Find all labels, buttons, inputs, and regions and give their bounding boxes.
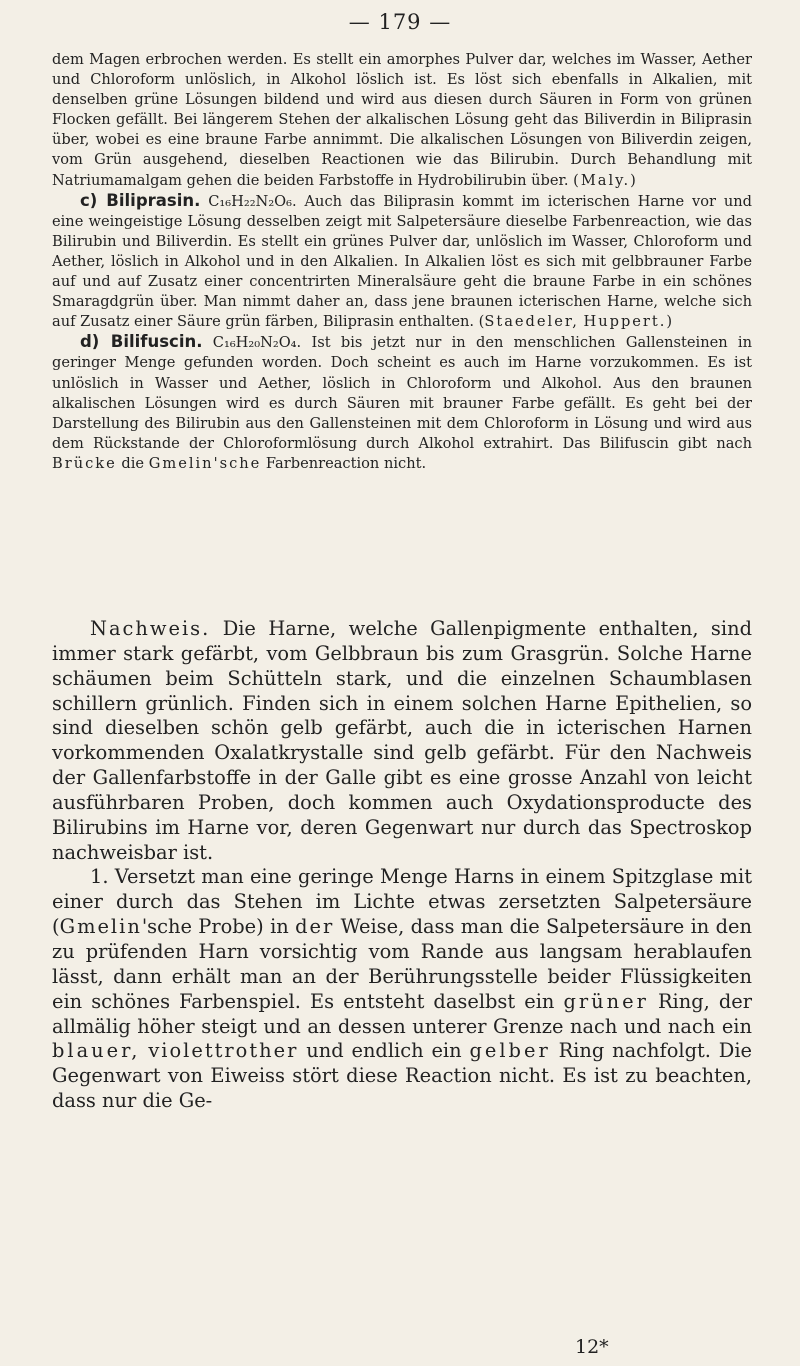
formula-biliprasin: C₁₆H₂₂N₂O₆. <box>208 192 297 210</box>
item1-gmelin: Gmelin <box>59 915 142 939</box>
paragraph-item-1 <box>52 865 752 1113</box>
heading-biliprasin: c) Biliprasin. <box>80 190 201 210</box>
biliprasin-close: ) <box>666 313 673 331</box>
author-gmelin: Gmelin'sche <box>148 454 262 472</box>
item1-d: Ring, der allmälig höher steigt und an dessen unterer Grenze nach und nach ein <box>52 989 753 1038</box>
item1-gelber: gelber <box>469 1039 551 1063</box>
page-number: — 179 — <box>348 10 452 34</box>
item1-e: und endlich ein <box>306 1039 462 1063</box>
author-bruecke: Brücke <box>52 454 117 472</box>
large-print-section <box>52 617 752 1114</box>
paragraph-bilifuscin <box>52 332 752 474</box>
bilifuscin-text: Ist bis jetzt nur in den menschlichen Gallensteinen in geringer Menge gefunden worden. Doch scheint es auch im Harne vorzukommen. Es ist unlöslich in Wasser und Aether, löslich in Chloroform und Alkohol. Aus den braunen alkalischen Lösungen wird es durch Säuren mit brauner Farbe gefällt. Es geht bei der Darstellung des Bilirubin aus den Gallensteinen mit dem Chloroform in Lösung und wird aus dem Rückstande der Chloroformlösung durch Alkohol extrahirt. Das Bilifuscin gibt nach <box>52 334 752 452</box>
signature-mark: 12* <box>575 1336 609 1358</box>
paragraph-biliprasin <box>52 191 752 333</box>
item1-c: Weise, dass man die Salpetersäure in den zu prüfenden Harn vorsichtig vom Rande aus langsam herablaufen lässt, dann erhält man an der Berührungsstelle beider Flüssigkeiten ein schönes Farbenspiel. Es entsteht daselbst ein <box>52 915 752 1013</box>
bilifuscin-mid: die <box>121 454 145 472</box>
item1-blauer: blauer, <box>52 1039 141 1063</box>
heading-nachweis: Nachweis. <box>90 617 211 640</box>
paragraph-nachweis <box>52 617 752 865</box>
bilifuscin-end: Farbenreaction nicht. <box>265 454 427 472</box>
nachweis-text: Die Harne, welche Gallenpigmente enthalten, sind immer stark gefärbt, vom Gelbbraun bis zum Grasgrün. Solche Harne schäumen beim Schütteln stark, und die einzelnen Schaumblasen schillern grünlich. Finden sich in einem solchen Harne Epithelien, so sind dieselben schön gelb gefärbt, auch die in icterischen Harnen vorkommenden Oxalatkrystalle sind gelb gefärbt. Für den Nachweis der Gallenfarbstoffe in der Galle gibt es eine grosse Anzahl von leicht ausführbaren Proben, doch kommen auch Oxydationsproducte des Bilirubins im Harne vor, deren Gegenwart nur durch das Spectroskop nachweisbar ist. <box>52 617 752 864</box>
item1-gruener: grüner <box>563 989 649 1013</box>
item1-f: Ring nachfolgt. Die Gegenwart von Eiweiss stört diese Reaction nicht. Es ist zu beachten, dass nur die Ge- <box>52 1039 753 1113</box>
author-staedeler: Staedeler, <box>484 313 579 331</box>
small-print-section <box>52 50 752 474</box>
item1-der: der <box>295 915 335 939</box>
item1-b: 'sche Probe) in <box>141 915 289 939</box>
author-huppert: Huppert. <box>583 313 667 331</box>
item1-a: 1. Versetzt man eine geringe Menge Harns in einem Spitzglase mit einer durch das Stehen im Lichte etwas zersetzten Salpetersäure ( <box>52 865 752 939</box>
paragraph-biliverdin <box>52 50 752 191</box>
formula-bilifuscin: C₁₆H₂₀N₂O₄. <box>212 334 302 352</box>
biliverdin-text: dem Magen erbrochen werden. Es stellt ein amorphes Pulver dar, welches im Wasser, Aether und Chloroform unlöslich, in Alkohol löslich ist. Es löst sich ebenfalls in Alkalien, mit denselben grüne Lösungen bildend und wird aus diesen durch Säuren in Form von grünen Flocken gefällt. Bei längerem Stehen der alkalischen Lösung geht das Biliverdin in Biliprasin über, wobei es eine braune Farbe annimmt. Die alkalischen Lösungen von Biliverdin zeigen, vom Grün ausgehend, dieselben Reactionen wie das Bilirubin. Durch Behandlung mit Natriumamalgam gehen die beiden Farbstoffe in Hydrobilirubin über. <box>52 51 752 189</box>
item1-violettrother: violettrother <box>148 1039 299 1063</box>
biliprasin-text: Auch das Biliprasin kommt im icterischen Harne vor und eine weingeistige Lösung desselben zeigt mit Salpetersäure dieselbe Farbenreaction, wie das Bilirubin und Biliverdin. Es stellt ein grünes Pulver dar, unlöslich im Wasser, Chloroform und Aether, löslich in Alkohol und in den Alkalien. In Alkalien löst es sich mit gelbbrauner Farbe auf und auf Zusatz einer concentrirten Mineralsäure geht die braune Farbe in ein schönes Smaragdgrün über. Man nimmt daher an, dass jene braunen icterischen Harne, welche sich auf Zusatz einer Säure grün färben, Biliprasin enthalten. ( <box>52 192 753 331</box>
author-maly: (Maly.) <box>573 171 638 189</box>
heading-bilifuscin: d) Bilifuscin. <box>80 332 203 352</box>
